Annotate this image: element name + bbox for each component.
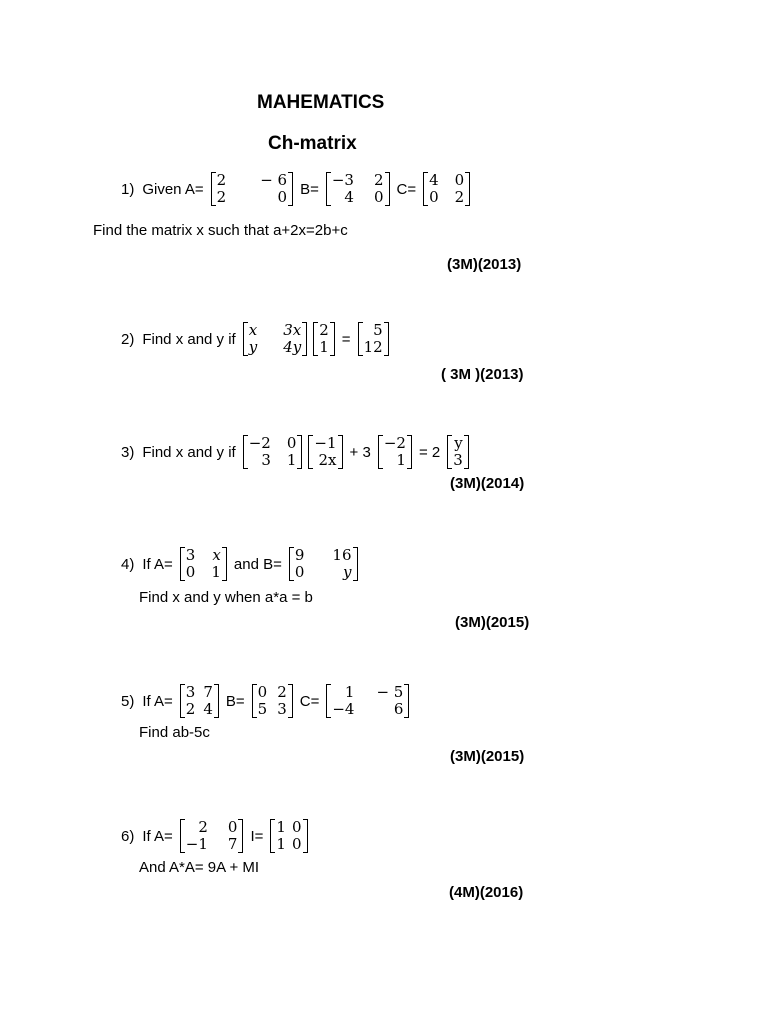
matrix-c [326,684,409,718]
matrix-cell: 7 [203,683,213,701]
question-5 [117,684,412,718]
matrix-b-label: B= [225,692,245,710]
question-2 [117,322,392,356]
column-vector-2 [378,435,412,469]
matrix-cell: 9 [294,546,305,564]
matrix-c [423,172,470,206]
question-text: If A= [142,692,173,710]
matrix-cell: 2x [318,451,337,469]
question-text: Find x and y if [142,443,236,461]
matrix-cell: 7 [227,835,238,853]
matrix-i [270,819,307,853]
matrix-cell: x [212,546,221,564]
matrix-cell: 2 [319,321,329,339]
question-number: 5) [121,692,135,710]
matrix-cell: 0 [429,188,439,206]
matrix-b-label: B= [300,180,319,198]
matrix-cell: x [248,321,258,339]
question-text: Given A= [142,180,204,198]
matrix-cell: 1 [276,818,286,836]
matrix-b [289,547,358,581]
matrix-cell: 2 [454,188,465,206]
matrix-cell: 0 [257,683,268,701]
matrix-cell: 2 [277,683,287,701]
matrix-b [326,172,390,206]
matrix-cell: 6 [393,700,404,718]
question-2-marks: ( 3M )(2013) [441,366,524,383]
question-number: 3) [121,443,135,461]
matrix-cell: 3 [277,700,287,718]
matrix-cell: 0 [286,434,297,452]
question-3-marks: (3M)(2014) [450,475,525,492]
matrix-a [180,547,227,581]
page-title: MAHEMATICS [257,92,385,113]
question-text: Find x and y if [142,330,236,348]
matrix-cell: 0 [277,188,288,206]
matrix-cell: 2 [216,188,227,206]
matrix-cell: y [343,563,352,581]
matrix-cell: 16 [332,546,352,564]
matrix-cell: −2 [248,434,271,452]
matrix-cell: 0 [291,818,302,836]
matrix-c-label: C= [396,180,417,198]
question-6-instruction: And A*A= 9A + MI [139,859,260,876]
question-text: If A= [142,555,173,573]
question-1 [117,172,473,206]
matrix-cell: 0 [291,835,302,853]
question-6 [117,819,311,853]
question-5-marks: (3M)(2015) [450,748,525,765]
matrix-cell: 5 [257,700,268,718]
matrix-cell: 4 [344,188,354,206]
matrix-cell: 4 [203,700,213,718]
matrix-cell: 3x [283,321,302,339]
question-3 [117,435,472,469]
equals-sign: = [341,330,351,348]
matrix-cell: 12 [363,338,383,356]
matrix-cell: 0 [185,563,196,581]
matrix-cell: 1 [211,563,221,581]
question-6-marks: (4M)(2016) [449,884,524,901]
matrix-cell: 4y [283,338,302,356]
matrix-cell: 0 [227,818,238,836]
matrix-a [211,172,293,206]
matrix-cell: 2 [185,700,196,718]
matrix-a [180,684,219,718]
matrix-xy [243,322,308,356]
matrix-cell: −2 [383,434,406,452]
matrix-cell: − 6 [260,171,288,189]
column-vector [308,435,342,469]
matrix-cell: y [248,338,258,356]
matrix-cell: −1 [185,835,208,853]
question-4-marks: (3M)(2015) [455,614,530,631]
matrix-cell: 0 [294,563,305,581]
matrix-b [252,684,293,718]
matrix-cell: 5 [373,321,383,339]
matrix-cell: 4 [429,171,439,189]
matrix-i-label: I= [250,827,264,845]
matrix-cell: −1 [314,434,337,452]
matrix-cell: 1 [276,835,286,853]
matrix-cell: 3 [261,451,271,469]
column-vector [313,322,335,356]
matrix-cell: 1 [286,451,297,469]
matrix-cell: 2 [373,171,384,189]
matrix-cell: 1 [319,338,329,356]
result-vector [447,435,469,469]
matrix-cell: − 5 [376,683,404,701]
question-1-marks: (3M)(2013) [447,256,522,273]
question-4 [117,547,361,581]
question-text: If A= [142,827,173,845]
question-4-instruction: Find x and y when a*a = b [139,589,313,606]
matrix-cell: −3 [331,171,354,189]
matrix-cell: 0 [454,171,465,189]
matrix-cell: 3 [185,683,196,701]
matrix-left [243,435,303,469]
chapter-title: Ch-matrix [268,133,357,154]
question-number: 4) [121,555,135,573]
matrix-cell: 3 [185,546,196,564]
matrix-cell: 3 [453,451,463,469]
matrix-cell: −4 [332,700,355,718]
matrix-cell: 2 [198,818,208,836]
equals-sign: = 2 [418,443,441,461]
question-number: 6) [121,827,135,845]
matrix-cell: 0 [373,188,384,206]
plus-sign: + 3 [349,443,371,461]
matrix-a [180,819,244,853]
question-number: 1) [121,180,135,198]
matrix-cell: y [454,434,463,452]
result-vector [358,322,389,356]
matrix-c-label: C= [299,692,320,710]
matrix-cell: 1 [344,683,355,701]
question-1-instruction: Find the matrix x such that a+2x=2b+c [93,222,348,239]
question-5-instruction: Find ab-5c [139,724,210,741]
matrix-cell: 1 [396,451,406,469]
and-text: and B= [233,555,282,573]
question-number: 2) [121,330,135,348]
matrix-cell: 2 [216,171,227,189]
